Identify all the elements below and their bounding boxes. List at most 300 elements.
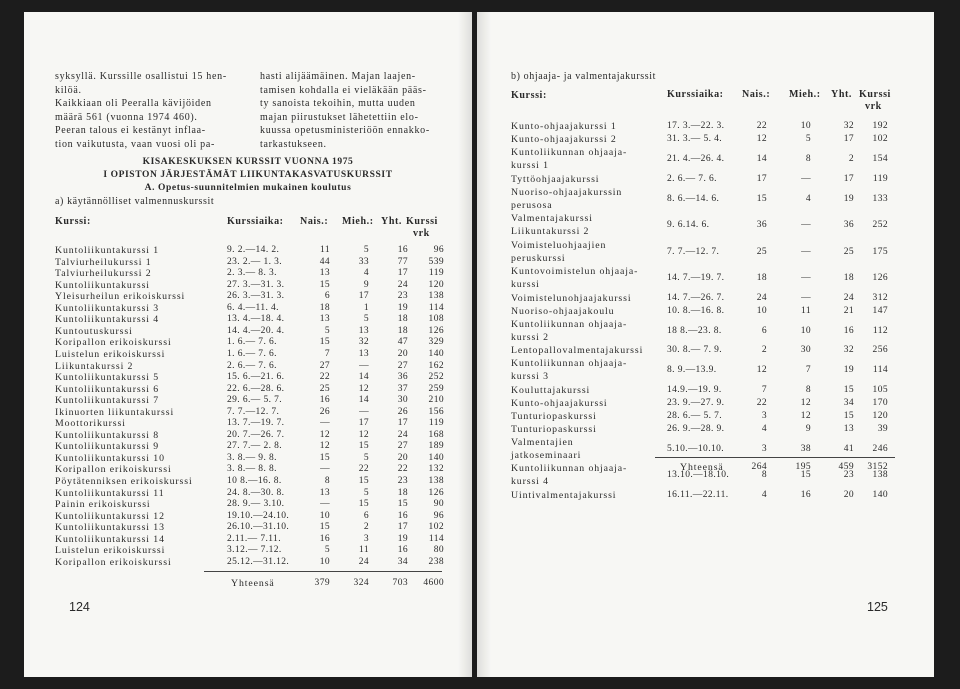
count-mieh: 8 (805, 384, 811, 395)
count-vrk: 90 (433, 499, 444, 510)
col-header-vrk: Kurssi (859, 89, 891, 100)
table-row (24, 488, 472, 499)
count-mieh: — (801, 220, 811, 230)
table-row (24, 464, 472, 475)
intro-line: tarkastukseen. (260, 138, 327, 150)
count-vrk: 252 (872, 220, 888, 230)
count-yht: 17 (843, 134, 854, 144)
course-dates: 18 8.—23. 8. (667, 325, 722, 336)
course-dates: 15. 6.—21. 6. (227, 372, 285, 383)
count-mieh: — (801, 292, 811, 303)
count-nais: 2 (761, 345, 767, 355)
count-yht: 2 (848, 154, 854, 164)
table-row (477, 437, 934, 464)
course-name: Koripallon erikoiskurssi (55, 464, 172, 476)
count-nais: 16 (319, 395, 330, 406)
count-vrk: 210 (428, 395, 444, 406)
count-vrk: 170 (872, 397, 888, 408)
table-row (24, 430, 472, 441)
count-yht: 26 (397, 406, 408, 417)
table-row (24, 314, 472, 325)
count-yht: 34 (843, 397, 854, 408)
count-vrk: 238 (428, 556, 444, 567)
left-page (24, 12, 472, 677)
course-name: peruskurssi (511, 252, 566, 264)
course-name: Kuntoliikuntakurssi 13 (55, 522, 165, 534)
count-vrk: 126 (428, 325, 444, 336)
table-row (477, 358, 934, 385)
course-name: Liikuntakurssi 2 (511, 226, 590, 237)
count-vrk: 138 (428, 291, 444, 302)
count-nais: 3 (761, 443, 767, 454)
count-nais: 24 (756, 292, 767, 303)
course-dates: 2. 6.— 7. 6. (227, 360, 277, 371)
count-yht: 20 (397, 452, 408, 463)
count-mieh: 7 (805, 365, 811, 375)
count-yht: 24 (843, 292, 854, 303)
col-header-kurssi: Kurssi: (55, 216, 91, 227)
course-dates: 28. 6.— 5. 7. (667, 410, 723, 421)
count-vrk: 156 (428, 406, 444, 417)
intro-line: Kaikkiaan oli Peeralla kävijöiden (55, 98, 212, 109)
course-name: perusosa (511, 199, 553, 211)
count-mieh: 4 (805, 193, 811, 204)
count-nais: 15 (319, 452, 330, 463)
course-name: kurssi (511, 279, 540, 290)
course-name: Kuntoliikunnan ohjaaja- (511, 463, 628, 474)
count-mieh: 32 (358, 337, 369, 348)
count-yht: 36 (843, 220, 854, 230)
course-dates: 3. 8.— 9. 8. (227, 452, 277, 463)
course-name: Talviurheilukurssi 2 (55, 268, 152, 280)
count-mieh: 9 (363, 279, 369, 290)
table-row (477, 174, 934, 187)
count-mieh: 5 (805, 134, 811, 144)
count-yht: 23 (843, 470, 854, 480)
count-nais: 25 (756, 246, 767, 257)
course-name: Kunto-ohjaajakurssi (511, 397, 608, 409)
course-name: Kunto-ohjaajakurssi 2 (511, 134, 617, 145)
count-nais: 13 (319, 487, 330, 498)
count-nais: 17 (756, 173, 767, 184)
col-header-nais: Nais.: (300, 216, 329, 227)
course-dates: 23. 2.— 1. 3. (227, 256, 283, 267)
count-yht: 23 (397, 291, 408, 302)
course-name: Kuntoliikuntakurssi 4 (55, 314, 160, 326)
table-row (24, 453, 472, 464)
course-dates: 17. 3.—22. 3. (667, 121, 725, 131)
table-row (477, 424, 934, 437)
intro-line: ty sanoista tekoihin, mutta uuden (260, 98, 416, 109)
count-yht: 24 (397, 279, 408, 290)
count-vrk: 192 (872, 121, 888, 131)
count-vrk: 539 (428, 256, 444, 267)
count-mieh: — (801, 173, 811, 184)
course-name: Tunturiopaskurssi (511, 410, 597, 422)
count-yht: 37 (397, 383, 408, 394)
count-vrk: 119 (428, 268, 444, 279)
count-mieh: 2 (363, 522, 369, 533)
count-mieh: 12 (800, 410, 811, 421)
col-header-mieh: Mieh.: (342, 216, 374, 227)
count-vrk: 105 (872, 384, 888, 395)
course-dates: 13. 4.—18. 4. (227, 314, 285, 325)
course-name: Kuntoliikuntakurssi 6 (55, 383, 160, 395)
count-nais: 25 (319, 383, 330, 394)
course-name: Luistelun erikoiskurssi (55, 545, 166, 557)
course-dates: 26. 3.—31. 3. (227, 291, 285, 302)
count-yht: 16 (843, 325, 854, 336)
count-yht: 16 (397, 245, 408, 255)
count-vrk: 120 (428, 279, 444, 290)
intro-line: syksyllä. Kurssille osallistui 15 hen- (55, 71, 227, 82)
count-yht: 32 (843, 345, 854, 355)
col-header-vrk-unit: vrk (413, 228, 430, 239)
table-subheading: a) käytännölliset valmennuskurssit (55, 196, 215, 207)
count-vrk: 312 (872, 292, 888, 303)
course-dates: 10. 8.—16. 8. (667, 305, 725, 316)
count-vrk: 140 (428, 452, 444, 463)
count-mieh: 12 (800, 397, 811, 408)
count-vrk: 138 (428, 476, 444, 486)
count-mieh: 15 (358, 441, 369, 452)
count-nais: 5 (324, 325, 330, 336)
course-name: Kuntoliikuntakurssi 14 (55, 533, 165, 545)
count-nais: 3 (761, 410, 767, 421)
count-vrk: 96 (433, 245, 444, 255)
course-name: Liikuntakurssi 2 (55, 360, 134, 372)
course-name: kurssi 2 (511, 331, 549, 343)
table-row (24, 499, 472, 510)
course-dates: 6. 4.—11. 4. (227, 302, 279, 313)
course-dates: 7. 7.—12. 7. (227, 406, 280, 417)
course-dates: 3. 8.— 8. 8. (227, 464, 277, 475)
count-vrk: 126 (428, 487, 444, 498)
course-dates: 14. 4.—20. 4. (227, 325, 285, 336)
table-row (477, 385, 934, 398)
table-row (24, 395, 472, 406)
table-row (477, 134, 934, 147)
count-nais: 18 (319, 302, 330, 313)
total-yht: 459 (838, 462, 854, 472)
count-nais: 6 (324, 291, 330, 302)
table-row (24, 534, 472, 545)
col-header-yht: Yht. (831, 89, 853, 100)
course-dates: 14. 7.—26. 7. (667, 292, 725, 303)
count-vrk: 102 (428, 522, 444, 533)
intro-line: kuussa opetusministeriöön ennakko- (260, 125, 430, 136)
count-mieh: 10 (800, 325, 811, 336)
course-name: jatkoseminaari (511, 449, 582, 461)
count-mieh: — (801, 246, 811, 257)
count-vrk: 114 (872, 365, 888, 375)
table-row (24, 557, 472, 568)
count-nais: 12 (319, 429, 330, 440)
course-dates: 27. 3.—31. 3. (227, 279, 285, 290)
count-mieh: 38 (800, 443, 811, 454)
count-mieh: 15 (800, 470, 811, 480)
total-rule (204, 571, 442, 572)
count-vrk: 138 (872, 470, 888, 480)
course-dates: 26.10.—31.10. (227, 522, 290, 533)
count-yht: 19 (397, 302, 408, 313)
course-name: Lentopallovalmentajakurssi (511, 345, 644, 356)
table-row (24, 326, 472, 337)
intro-line: määrä 561 (vuonna 1974 460). (55, 111, 198, 123)
count-mieh: 17 (358, 418, 369, 429)
count-nais: 12 (756, 365, 767, 375)
course-name: Kuntoliikunnan ohjaaja- (511, 358, 628, 369)
course-name: Kuntoliikuntakurssi 5 (55, 372, 160, 384)
count-yht: 16 (397, 545, 408, 556)
course-name: Kuntoliikuntakurssi (55, 279, 150, 291)
count-yht: 15 (843, 410, 854, 421)
count-yht: 20 (397, 348, 408, 359)
table-row (24, 418, 472, 429)
count-nais: 10 (319, 510, 330, 521)
count-mieh: 12 (358, 383, 369, 394)
count-yht: 47 (397, 337, 408, 348)
table-row (24, 337, 472, 348)
course-dates: 8. 6.—14. 6. (667, 193, 720, 204)
count-yht: 17 (397, 522, 408, 533)
total-mieh: 324 (353, 578, 369, 588)
col-header-vrk-unit: vrk (865, 101, 882, 112)
count-mieh: 11 (801, 305, 811, 316)
intro-text-column-2 (260, 70, 430, 151)
intro-line: hasti alijäämäinen. Majan laajen- (260, 71, 416, 82)
col-header-vrk: Kurssi (406, 216, 438, 227)
count-nais: 16 (319, 533, 330, 544)
count-vrk: 114 (428, 302, 444, 313)
count-mieh: 17 (358, 291, 369, 302)
count-vrk: 39 (877, 423, 888, 434)
course-dates: 1. 6.— 7. 6. (227, 348, 277, 359)
count-vrk: 154 (872, 154, 888, 164)
course-name: kurssi 4 (511, 476, 549, 487)
count-mieh: 9 (805, 423, 811, 434)
count-yht: 77 (397, 256, 408, 267)
course-dates: 20. 7.—26. 7. (227, 429, 285, 440)
page-number: 124 (69, 600, 90, 614)
course-dates: 9. 6.14. 6. (667, 220, 710, 230)
count-vrk: 259 (428, 383, 444, 394)
count-mieh: 12 (358, 429, 369, 440)
count-nais: 44 (319, 256, 330, 267)
course-name: Kuntoliikuntakurssi 9 (55, 441, 160, 453)
course-name: Nuoriso-ohjaajakoulu (511, 305, 615, 317)
count-nais: 14 (756, 154, 767, 164)
course-dates: 27. 7.— 2. 8. (227, 441, 283, 452)
total-label: Yhteensä (231, 578, 275, 589)
count-nais: 22 (756, 121, 767, 131)
count-mieh: 5 (363, 314, 369, 325)
count-nais: 27 (319, 360, 330, 371)
table-row (477, 293, 934, 306)
count-yht: 20 (843, 489, 854, 500)
table-row (477, 266, 934, 293)
count-mieh: 33 (358, 256, 369, 267)
intro-line: tion vaikutusta, vaan vuosi oli pa- (55, 138, 216, 150)
count-nais: 10 (756, 305, 767, 316)
course-name: Kuntoliikuntakurssi 7 (55, 395, 160, 407)
count-nais: 4 (761, 423, 767, 434)
count-mieh: 14 (358, 372, 369, 383)
count-vrk: 175 (872, 246, 888, 257)
count-mieh: 5 (363, 487, 369, 498)
col-header-nais: Nais.: (742, 89, 771, 100)
count-yht: 17 (397, 418, 408, 429)
table-row (24, 280, 472, 291)
count-yht: 18 (397, 314, 408, 325)
intro-line: kilöä. (55, 84, 82, 96)
table-row (477, 306, 934, 319)
count-vrk: 168 (428, 429, 444, 440)
table-row (477, 240, 934, 267)
section-heading: I OPISTON JÄRJESTÄMÄT LIIKUNTAKASVATUSKURSSIT (103, 170, 393, 180)
course-dates: 26. 9.—28. 9. (667, 423, 725, 434)
course-dates: 24. 8.—30. 8. (227, 487, 285, 498)
course-dates: 10 8.—16. 8. (227, 476, 282, 486)
count-mieh: 15 (358, 499, 369, 510)
table-row (24, 441, 472, 452)
right-page (477, 12, 934, 677)
table-row (24, 361, 472, 372)
count-yht: 24 (397, 429, 408, 440)
course-dates: 29. 6.— 5. 7. (227, 395, 283, 406)
count-yht: 21 (843, 305, 854, 316)
course-name: Kuntoliikuntakurssi 8 (55, 429, 160, 441)
count-mieh: 16 (800, 489, 811, 500)
course-dates: 3.12.— 7.12. (227, 545, 282, 556)
course-dates: 2. 3.— 8. 3. (227, 268, 277, 279)
table-row (24, 303, 472, 314)
course-name: Painin erikoiskurssi (55, 499, 151, 511)
count-mieh: 10 (800, 121, 811, 131)
count-nais: 26 (319, 406, 330, 417)
course-name: Tyttöohjaajakurssi (511, 173, 600, 185)
count-nais: 5 (324, 545, 330, 556)
count-yht: 15 (843, 384, 854, 395)
course-dates: 13. 7.—19. 7. (227, 418, 285, 429)
course-dates: 31. 3.— 5. 4. (667, 134, 723, 144)
total-nais: 379 (314, 578, 330, 588)
course-name: Koripallon erikoiskurssi (55, 337, 172, 349)
course-name: Moottorikurssi (55, 418, 126, 430)
count-vrk: 140 (872, 489, 888, 500)
count-nais: 15 (319, 337, 330, 348)
count-yht: 19 (843, 193, 854, 204)
count-yht: 22 (397, 464, 408, 475)
course-dates: 13.10.—18.10. (667, 470, 730, 480)
intro-line: majan piirustukset lähetettiin elo- (260, 111, 419, 123)
course-dates: 5.10.—10.10. (667, 443, 725, 454)
course-name: Talviurheilukurssi 1 (55, 256, 152, 268)
count-nais: 7 (324, 348, 330, 359)
count-vrk: 133 (872, 193, 888, 204)
count-vrk: 112 (872, 325, 888, 336)
count-vrk: 119 (872, 173, 888, 184)
course-name: kurssi 3 (511, 371, 549, 382)
intro-line: Peeran talous ei kestänyt inflaa- (55, 125, 206, 136)
table-row (24, 245, 472, 256)
count-nais: 22 (319, 372, 330, 383)
count-vrk: 189 (428, 441, 444, 452)
count-yht: 27 (397, 360, 408, 371)
count-yht: 32 (843, 121, 854, 131)
table-row (477, 187, 934, 214)
course-name: Kuntoliikuntakurssi 1 (55, 245, 160, 256)
count-yht: 13 (843, 423, 854, 434)
course-dates: 28. 9.— 3.10. (227, 499, 285, 510)
table-row (477, 213, 934, 240)
course-name: Kunto-ohjaajakurssi 1 (511, 121, 617, 132)
count-yht: 19 (843, 365, 854, 375)
table-subheading: b) ohjaaja- ja valmentajakurssit (511, 71, 656, 82)
count-nais: 15 (319, 522, 330, 533)
subsection-heading: A. Opetus-suunnitelmien mukainen koulutus (144, 183, 352, 193)
count-nais: 15 (756, 193, 767, 204)
count-yht: 25 (843, 246, 854, 257)
total-vrk: 3152 (867, 462, 888, 472)
count-vrk: 252 (428, 372, 444, 383)
count-mieh: 13 (358, 348, 369, 359)
course-name: Kuntoliikunnan ohjaaja- (511, 147, 628, 158)
course-dates: 23. 9.—27. 9. (667, 397, 725, 408)
count-mieh: 22 (358, 464, 369, 475)
intro-line: tamisen kohdalla ei vieläkään pääs- (260, 84, 427, 96)
total-yht: 703 (392, 578, 408, 588)
table-row (477, 345, 934, 358)
course-dates: 7. 7.—12. 7. (667, 246, 720, 257)
table-row (477, 147, 934, 174)
count-vrk: 256 (872, 345, 888, 355)
count-mieh: 4 (363, 268, 369, 279)
count-yht: 19 (397, 533, 408, 544)
col-header-aika: Kurssiaika: (667, 89, 724, 100)
table-row (24, 291, 472, 302)
course-name: Voimistelunohjaajakurssi (511, 292, 632, 304)
course-name: Kuntoliikuntakurssi 11 (55, 487, 165, 499)
course-dates: 16.11.—22.11. (667, 489, 729, 500)
count-nais: — (320, 418, 330, 429)
col-header-yht: Yht. (381, 216, 403, 227)
count-vrk: 126 (872, 273, 888, 283)
count-mieh: 30 (800, 345, 811, 355)
count-mieh: 1 (363, 302, 369, 313)
course-dates: 21. 4.—26. 4. (667, 154, 725, 164)
count-vrk: 102 (872, 134, 888, 144)
count-nais: 13 (319, 314, 330, 325)
count-yht: 17 (397, 268, 408, 279)
count-mieh: — (801, 273, 811, 283)
table-row (477, 490, 934, 503)
course-name: Uintivalmentajakurssi (511, 489, 617, 501)
count-vrk: 140 (428, 348, 444, 359)
course-name: Luistelun erikoiskurssi (55, 348, 166, 360)
page-number: 125 (867, 600, 888, 614)
total-vrk: 4600 (423, 578, 444, 588)
count-yht: 36 (397, 372, 408, 383)
count-nais: 36 (756, 220, 767, 230)
intro-text-column-1 (55, 70, 227, 151)
course-name: Yleisurheilun erikoiskurssi (55, 291, 186, 303)
count-nais: 7 (761, 384, 767, 395)
course-dates: 2.11.— 7.11. (227, 533, 281, 544)
total-mieh: 195 (795, 462, 811, 472)
count-mieh: — (359, 406, 369, 417)
course-name: Kuntoutuskurssi (55, 325, 133, 337)
